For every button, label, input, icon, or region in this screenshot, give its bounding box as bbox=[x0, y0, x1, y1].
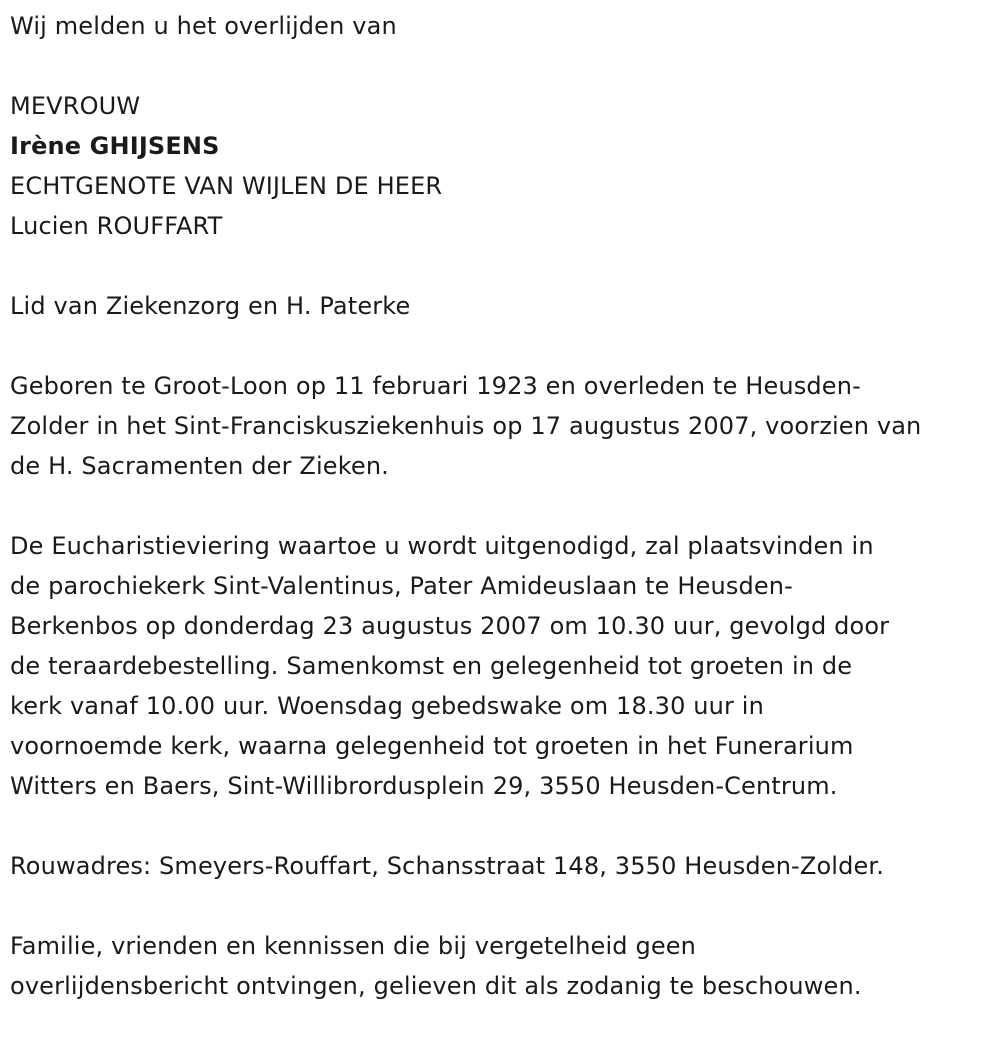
death-notice bbox=[10, 0, 995, 1006]
paragraph-line: Familie, vrienden en kennissen die bij vergetelheid geen bbox=[10, 932, 697, 960]
deceased-name: Irène GHIJSENS bbox=[10, 132, 220, 160]
birth-death-paragraph bbox=[10, 366, 995, 486]
paragraph-line: de parochiekerk Sint-Valentinus, Pater Amideuslaan te Heusden- bbox=[10, 572, 793, 600]
paragraph-line: Berkenbos op donderdag 23 augustus 2007 om 10.30 uur, gevolgd door bbox=[10, 612, 890, 640]
salutation: MEVROUW bbox=[10, 92, 141, 120]
paragraph-line: de H. Sacramenten der Zieken. bbox=[10, 452, 389, 480]
paragraph-line: Witters en Baers, Sint-Willibrordusplein 29, 3550 Heusden-Centrum. bbox=[10, 772, 838, 800]
spouse-name: Lucien ROUFFART bbox=[10, 212, 223, 240]
relation-text: ECHTGENOTE VAN WIJLEN DE HEER bbox=[10, 172, 443, 200]
ceremony-paragraph bbox=[10, 526, 995, 806]
membership-paragraph bbox=[10, 286, 995, 326]
mourning-address-paragraph bbox=[10, 846, 995, 886]
mourning-address: Rouwadres: Smeyers-Rouffart, Schansstraat 148, 3550 Heusden-Zolder. bbox=[10, 852, 885, 880]
paragraph-line: kerk vanaf 10.00 uur. Woensdag gebedswake om 18.30 uur in bbox=[10, 692, 764, 720]
paragraph-line: Zolder in het Sint-Franciskusziekenhuis op 17 augustus 2007, voorzien van bbox=[10, 412, 922, 440]
paragraph-line: De Eucharistieviering waartoe u wordt uitgenodigd, zal plaatsvinden in bbox=[10, 532, 874, 560]
paragraph-line: voornoemde kerk, waarna gelegenheid tot groeten in het Funerarium bbox=[10, 732, 854, 760]
name-block bbox=[10, 86, 995, 246]
intro-text: Wij melden u het overlijden van bbox=[10, 12, 397, 40]
paragraph-line: de teraardebestelling. Samenkomst en gelegenheid tot groeten in de bbox=[10, 652, 853, 680]
closing-paragraph bbox=[10, 926, 995, 1006]
paragraph-line: overlijdensbericht ontvingen, gelieven dit als zodanig te beschouwen. bbox=[10, 972, 862, 1000]
membership-text: Lid van Ziekenzorg en H. Paterke bbox=[10, 292, 411, 320]
paragraph-line: Geboren te Groot-Loon op 11 februari 1923 en overleden te Heusden- bbox=[10, 372, 861, 400]
